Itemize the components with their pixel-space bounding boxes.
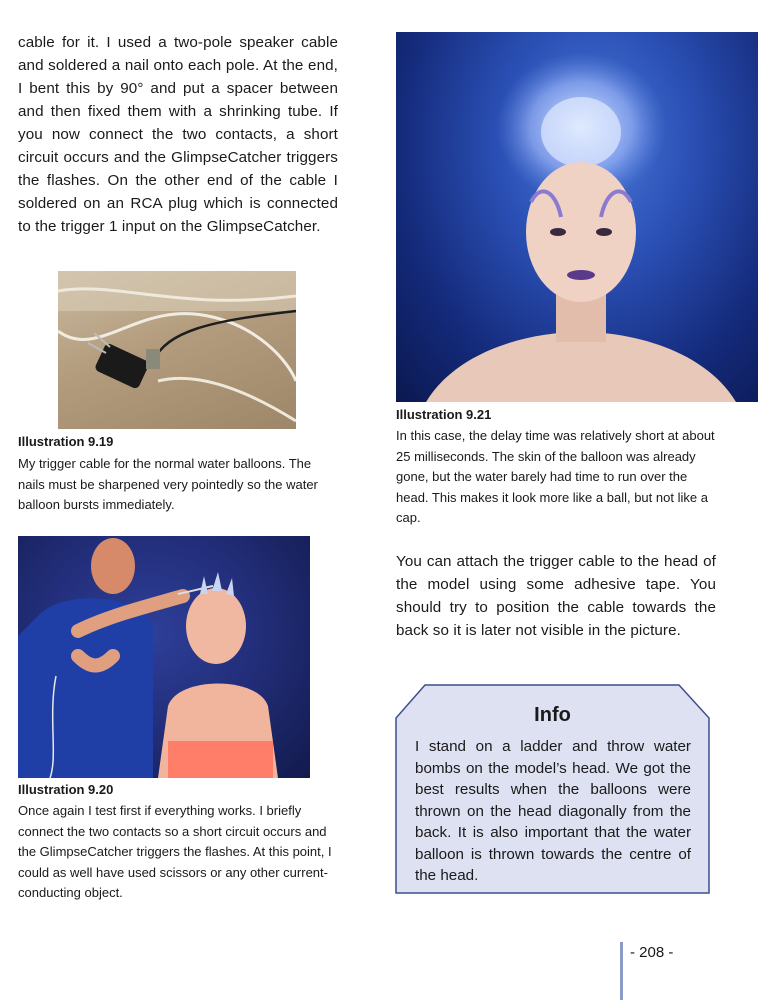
illustration-9-21-caption: In this case, the delay time was relatively short at about 25 milliseconds. The skin of the balloon was already gone, but the water barely had time to run over the head. This makes it look more like a ball, but not like a cap. (396, 428, 715, 525)
trigger-cable-photo (58, 271, 296, 429)
info-title: Info (534, 704, 571, 726)
illustration-9-21-title: Illustration 9.21 (396, 407, 492, 422)
illustration-9-19-caption: My trigger cable for the normal water balloons. The nails must be sharpened very pointedly so the water balloon bursts immediately. (18, 456, 318, 512)
trigger-test-photo (18, 536, 310, 778)
intro-paragraph: cable for it. I used a two-pole speaker cable and soldered a nail onto each pole. At the end, I bent this by 90° and put a spacer between and then fixed them with a shrinking tube. If you now connect the two contacts, a short circuit occurs and the GlimpseCatcher triggers the flashes. On the other end of the cable I soldered on an RCA plug which is connected to the trigger 1 input on the GlimpseCatcher. (18, 34, 338, 235)
adhesive-tape-paragraph: You can attach the trigger cable to the head of the model using some adhesive tape. You should try to position the cable towards the back so it is later not visible in the picture. (396, 553, 716, 639)
water-balloon-photo (396, 32, 758, 402)
illustration-9-20-caption: Once again I test first if everything works. I briefly connect the two contacts so a short circuit occurs and the GlimpseCatcher triggers the flashes. At this point, I could as well have used scissors or any other current-conducting object. (18, 803, 332, 900)
info-box (395, 684, 710, 894)
page-number: - 208 - (630, 944, 674, 961)
illustration-9-20-title: Illustration 9.20 (18, 782, 114, 797)
info-text: I stand on a ladder and throw water bombs on the model’s head. We got the best results when the balloons were thrown on the head diagonally from the back. It is also important that the water balloon is thrown towards the centre of the head. (415, 738, 691, 884)
page-number-bar (620, 942, 623, 1000)
illustration-9-19-title: Illustration 9.19 (18, 434, 114, 449)
